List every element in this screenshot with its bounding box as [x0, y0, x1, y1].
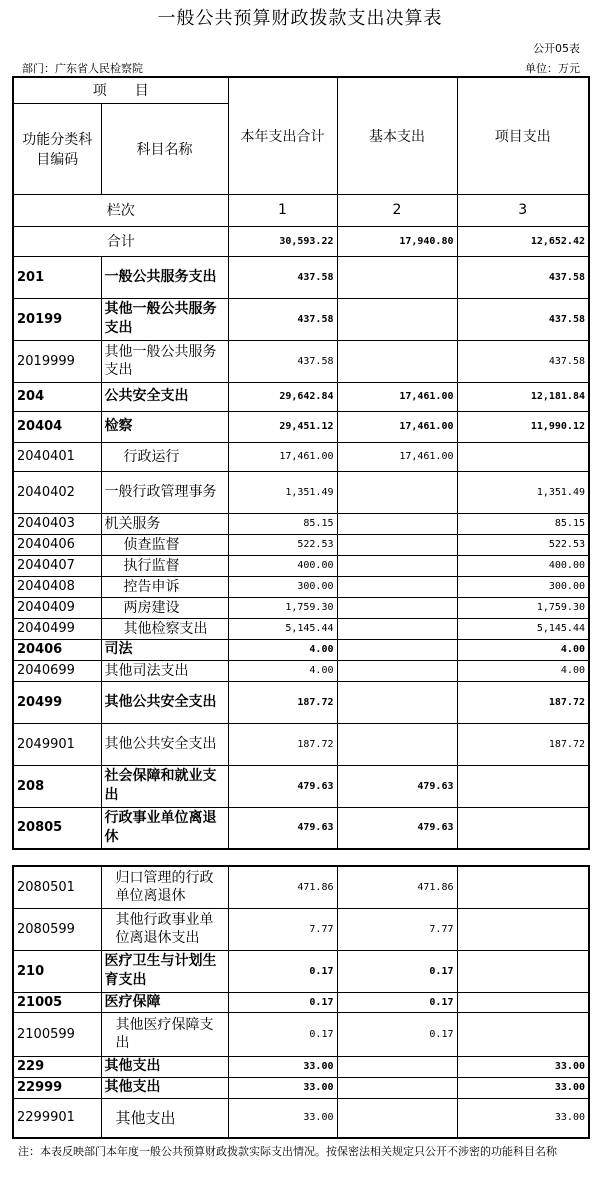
- row-basic: 17,461.00: [337, 442, 457, 471]
- table-row: [13, 723, 589, 765]
- table-row: [13, 555, 589, 576]
- row-name: 机关服务: [101, 513, 228, 534]
- row-name: 其他司法支出: [101, 660, 228, 681]
- row-name: 其他公共安全支出: [101, 681, 228, 723]
- table-row: [13, 597, 589, 618]
- row-total: 33.00: [228, 1056, 337, 1077]
- row-name: 其他一般公共服务支出: [101, 298, 228, 340]
- row-basic: 17,461.00: [337, 382, 457, 411]
- row-basic: [337, 340, 457, 382]
- col-number-1: 1: [228, 194, 337, 226]
- row-name: 侦查监督: [101, 534, 228, 555]
- col-number-2: 2: [337, 194, 457, 226]
- row-project: 33.00: [457, 1077, 589, 1098]
- row-project: 12,181.84: [457, 382, 589, 411]
- row-code: 2100599: [13, 1012, 101, 1056]
- row-total: 33.00: [228, 1077, 337, 1098]
- row-total: 479.63: [228, 765, 337, 807]
- row-code: 2040403: [13, 513, 101, 534]
- table-row: [13, 1056, 589, 1077]
- row-basic: [337, 618, 457, 639]
- row-code: 2040407: [13, 555, 101, 576]
- header-basic: 基本支出: [337, 77, 457, 194]
- form-code: 公开05表: [533, 42, 580, 55]
- row-code: 2080501: [13, 866, 101, 908]
- table-row: [13, 1077, 589, 1098]
- total-row: [13, 226, 589, 256]
- row-basic: [337, 471, 457, 513]
- row-project: [457, 950, 589, 992]
- row-name: 控告申诉: [101, 576, 228, 597]
- row-project: 33.00: [457, 1098, 589, 1138]
- row-total: 437.58: [228, 340, 337, 382]
- row-code: 2299901: [13, 1098, 101, 1138]
- row-total: 437.58: [228, 298, 337, 340]
- table-row: [13, 471, 589, 513]
- total-sum: 30,593.22: [228, 226, 337, 256]
- row-name: 公共安全支出: [101, 382, 228, 411]
- header-item: 项 目: [13, 77, 228, 103]
- row-name: 一般行政管理事务: [101, 471, 228, 513]
- row-code: 2080599: [13, 908, 101, 950]
- row-name: 其他检察支出: [101, 618, 228, 639]
- row-basic: [337, 1077, 457, 1098]
- row-basic: [337, 1098, 457, 1138]
- row-project: [457, 866, 589, 908]
- row-basic: 479.63: [337, 807, 457, 849]
- row-project: 522.53: [457, 534, 589, 555]
- row-total: 0.17: [228, 992, 337, 1012]
- expenditure-table: [12, 76, 590, 850]
- table-row: [13, 1012, 589, 1056]
- table-row: [13, 411, 589, 442]
- table-row: [13, 660, 589, 681]
- row-total: 29,642.84: [228, 382, 337, 411]
- row-project: [457, 992, 589, 1012]
- row-code: 21005: [13, 992, 101, 1012]
- row-code: 2040408: [13, 576, 101, 597]
- row-basic: [337, 513, 457, 534]
- row-total: 5,145.44: [228, 618, 337, 639]
- table-row: [13, 807, 589, 849]
- row-basic: 471.86: [337, 866, 457, 908]
- row-total: 29,451.12: [228, 411, 337, 442]
- row-basic: [337, 576, 457, 597]
- row-total: 0.17: [228, 1012, 337, 1056]
- col-number-3: 3: [457, 194, 589, 226]
- row-name: 司法: [101, 639, 228, 660]
- row-total: 33.00: [228, 1098, 337, 1138]
- row-total: 17,461.00: [228, 442, 337, 471]
- row-name: 医疗保障: [101, 992, 228, 1012]
- row-total: 187.72: [228, 723, 337, 765]
- header-total: 本年支出合计: [228, 77, 337, 194]
- row-total: 400.00: [228, 555, 337, 576]
- table-row: [13, 340, 589, 382]
- table-row: [13, 442, 589, 471]
- row-code: 229: [13, 1056, 101, 1077]
- row-basic: 7.77: [337, 908, 457, 950]
- row-basic: [337, 298, 457, 340]
- row-project: 4.00: [457, 660, 589, 681]
- row-project: 1,351.49: [457, 471, 589, 513]
- row-total: 1,351.49: [228, 471, 337, 513]
- row-name: 其他医疗保障支出: [101, 1012, 228, 1056]
- row-total: 4.00: [228, 660, 337, 681]
- row-total: 437.58: [228, 256, 337, 298]
- page-title: 一般公共预算财政拨款支出决算表: [157, 8, 443, 29]
- table-row: [13, 513, 589, 534]
- row-code: 22999: [13, 1077, 101, 1098]
- row-project: [457, 442, 589, 471]
- row-code: 2040699: [13, 660, 101, 681]
- row-project: 187.72: [457, 681, 589, 723]
- row-project: [457, 807, 589, 849]
- total-project: 12,652.42: [457, 226, 589, 256]
- row-code: 2040406: [13, 534, 101, 555]
- table-row: [13, 908, 589, 950]
- row-project: [457, 765, 589, 807]
- row-project: 187.72: [457, 723, 589, 765]
- row-name: 其他支出: [101, 1077, 228, 1098]
- row-basic: [337, 534, 457, 555]
- row-code: 2040499: [13, 618, 101, 639]
- row-total: 0.17: [228, 950, 337, 992]
- total-basic: 17,940.80: [337, 226, 457, 256]
- department: 部门：广东省人民检察院: [22, 62, 143, 75]
- row-project: 437.58: [457, 298, 589, 340]
- table-row: [13, 382, 589, 411]
- row-code: 2040401: [13, 442, 101, 471]
- row-name: 其他一般公共服务支出: [101, 340, 228, 382]
- row-code: 20199: [13, 298, 101, 340]
- footnote: 注：本表反映部门本年度一般公共预算财政拨款实际支出情况。按保密法相关规定只公开不涉密的功能科目名称: [18, 1145, 557, 1158]
- row-name: 医疗卫生与计划生育支出: [101, 950, 228, 992]
- table-row: [13, 298, 589, 340]
- row-total: 522.53: [228, 534, 337, 555]
- row-basic: 0.17: [337, 992, 457, 1012]
- row-name: 两房建设: [101, 597, 228, 618]
- column-label: 栏次: [13, 194, 228, 226]
- row-total: 471.86: [228, 866, 337, 908]
- row-total: 7.77: [228, 908, 337, 950]
- table-row: [13, 950, 589, 992]
- row-name: 归口管理的行政单位离退休: [101, 866, 228, 908]
- row-total: 4.00: [228, 639, 337, 660]
- row-project: 437.58: [457, 256, 589, 298]
- table-row: [13, 866, 589, 908]
- row-total: 1,759.30: [228, 597, 337, 618]
- row-name: 一般公共服务支出: [101, 256, 228, 298]
- row-basic: [337, 723, 457, 765]
- row-project: 300.00: [457, 576, 589, 597]
- row-name: 行政事业单位离退休: [101, 807, 228, 849]
- row-basic: 479.63: [337, 765, 457, 807]
- table-row: [13, 256, 589, 298]
- row-name: 其他支出: [101, 1098, 228, 1138]
- row-name: 其他支出: [101, 1056, 228, 1077]
- table-row: [13, 639, 589, 660]
- row-basic: 0.17: [337, 950, 457, 992]
- row-code: 20805: [13, 807, 101, 849]
- row-code: 20404: [13, 411, 101, 442]
- row-project: 4.00: [457, 639, 589, 660]
- row-code: 208: [13, 765, 101, 807]
- row-code: 2049901: [13, 723, 101, 765]
- row-code: 20499: [13, 681, 101, 723]
- row-basic: [337, 1056, 457, 1077]
- row-name: 行政运行: [101, 442, 228, 471]
- row-name: 检察: [101, 411, 228, 442]
- table-row: [13, 576, 589, 597]
- row-total: 187.72: [228, 681, 337, 723]
- row-basic: 0.17: [337, 1012, 457, 1056]
- row-code: 210: [13, 950, 101, 992]
- table-row: [13, 992, 589, 1012]
- row-code: 204: [13, 382, 101, 411]
- row-project: [457, 908, 589, 950]
- row-name: 社会保障和就业支出: [101, 765, 228, 807]
- row-basic: 17,461.00: [337, 411, 457, 442]
- row-name: 其他公共安全支出: [101, 723, 228, 765]
- row-total: 479.63: [228, 807, 337, 849]
- row-project: 33.00: [457, 1056, 589, 1077]
- row-project: 85.15: [457, 513, 589, 534]
- row-project: 437.58: [457, 340, 589, 382]
- row-code: 20406: [13, 639, 101, 660]
- table-row: [13, 681, 589, 723]
- row-basic: [337, 639, 457, 660]
- row-basic: [337, 256, 457, 298]
- table-row: [13, 765, 589, 807]
- unit-label: 单位：万元: [525, 62, 580, 75]
- row-code: 2040409: [13, 597, 101, 618]
- header-code: 功能分类科目编码: [13, 103, 101, 194]
- total-label: 合计: [13, 226, 228, 256]
- row-total: 85.15: [228, 513, 337, 534]
- table-row: [13, 618, 589, 639]
- expenditure-table-continued: [12, 865, 590, 1139]
- row-name: 其他行政事业单位离退休支出: [101, 908, 228, 950]
- row-project: 5,145.44: [457, 618, 589, 639]
- row-basic: [337, 681, 457, 723]
- row-project: 11,990.12: [457, 411, 589, 442]
- row-name: 执行监督: [101, 555, 228, 576]
- row-basic: [337, 597, 457, 618]
- row-total: 300.00: [228, 576, 337, 597]
- row-code: 2040402: [13, 471, 101, 513]
- row-code: 201: [13, 256, 101, 298]
- header-name: 科目名称: [101, 103, 228, 194]
- row-project: [457, 1012, 589, 1056]
- row-project: 1,759.30: [457, 597, 589, 618]
- row-basic: [337, 555, 457, 576]
- row-project: 400.00: [457, 555, 589, 576]
- table-row: [13, 534, 589, 555]
- header-project: 项目支出: [457, 77, 589, 194]
- table-row: [13, 1098, 589, 1138]
- row-code: 2019999: [13, 340, 101, 382]
- row-basic: [337, 660, 457, 681]
